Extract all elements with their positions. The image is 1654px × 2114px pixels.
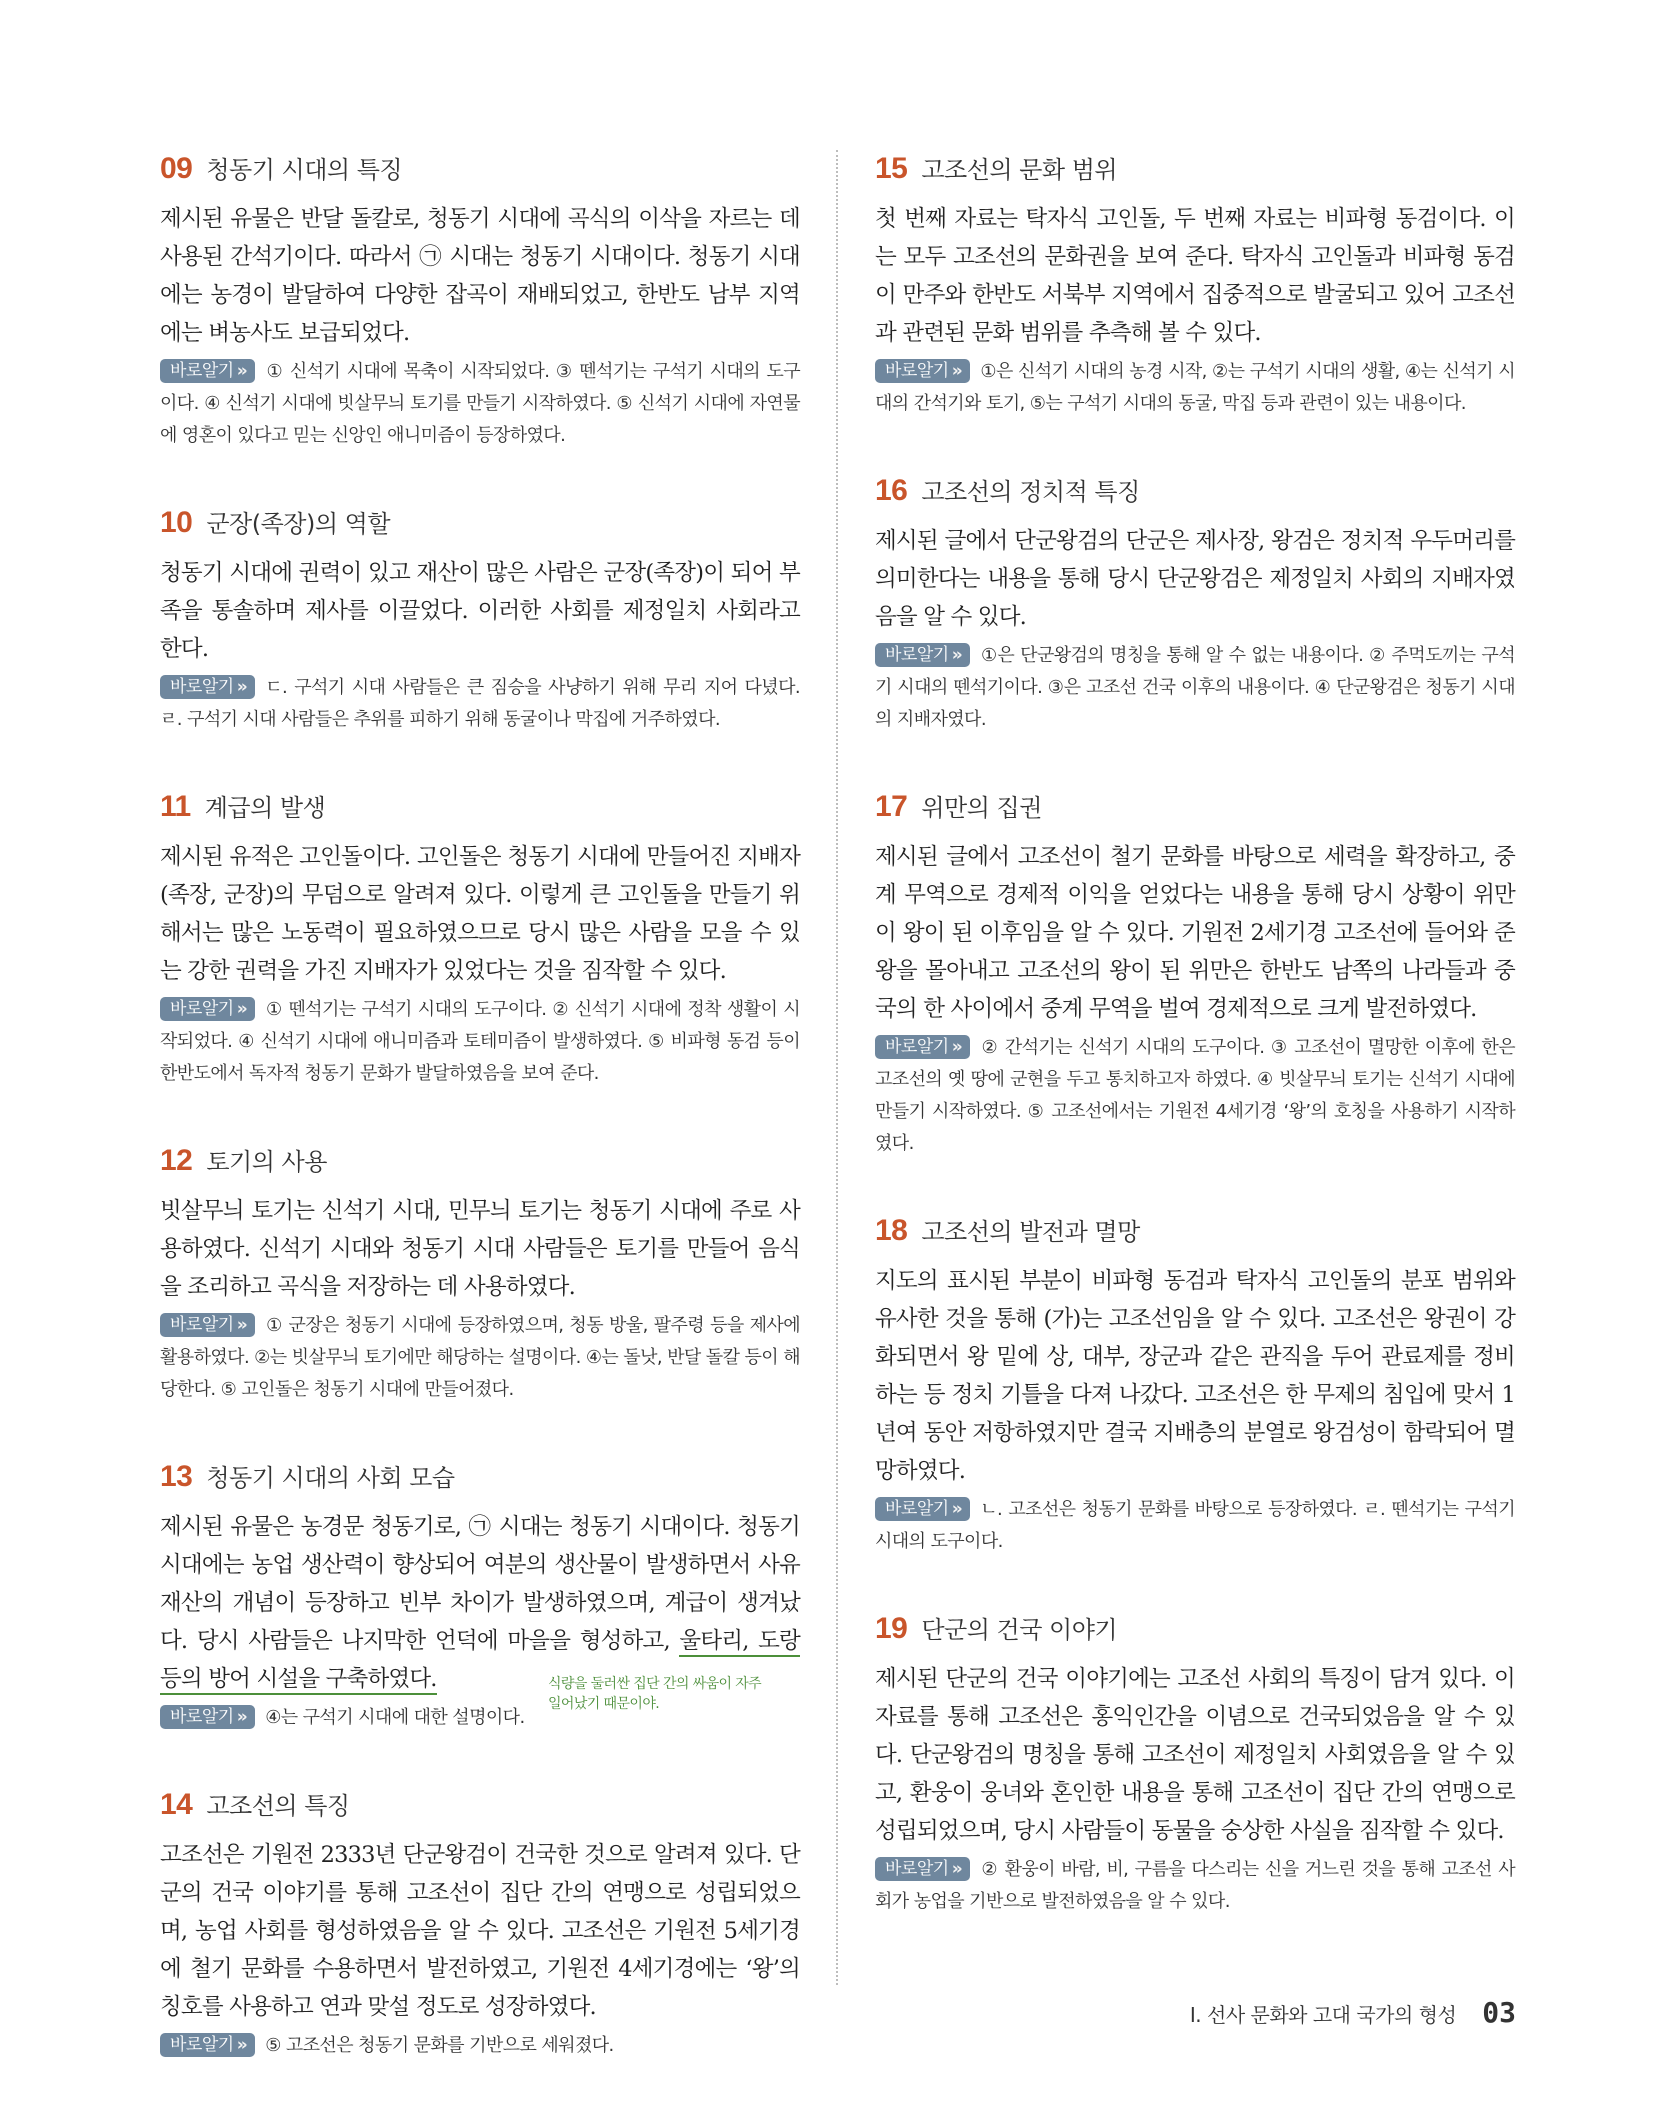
question-number: 15 (875, 152, 908, 185)
column-divider (836, 150, 838, 1985)
question-number: 13 (160, 1460, 193, 1493)
correction-text: ① 신석기 시대에 목축이 시작되었다. ③ 뗀석기는 구석기 시대의 도구이다. ④ 신석기 시대에 빗살무늬 토기를 만들기 시작하였다. ⑤ 신석기 시대에 자연물에 영혼이 있다고 믿는 신앙인 애니미즘이 등장하였다. (160, 361, 800, 446)
explanation-text: 제시된 글에서 고조선이 철기 문화를 바탕으로 세력을 확장하고, 중계 무역으로 경제적 이익을 얻었다는 내용을 통해 당시 상황이 위만이 왕이 된 이후임을 알 수 있다. 기원전 2세기경 고조선에 들어와 준왕을 몰아내고 고조선의 왕이 된 위만은 한반도 남쪽의 나라들과 중국의 한 사이에서 중계 무역을 벌여 경제적으로 크게 발전하였다. (875, 844, 1515, 1022)
question-number: 10 (160, 506, 193, 539)
explanation-text: 빗살무늬 토기는 신석기 시대, 민무늬 토기는 청동기 시대에 주로 사용하였다. 신석기 시대와 청동기 시대 사람들은 토기를 만들어 음식을 조리하고 곡식을 저장하는 데 사용하였다. (160, 1198, 800, 1300)
double-chevron-icon: » (236, 361, 248, 381)
barogi-badge: 바로알기 » (160, 1705, 255, 1729)
question-number: 19 (875, 1612, 908, 1645)
correction-note (875, 356, 1515, 420)
question-19 (875, 1610, 1515, 1918)
question-13 (160, 1458, 800, 1734)
correction-note (160, 672, 800, 736)
barogi-badge: 바로알기 » (875, 1497, 970, 1521)
barogi-badge: 바로알기 » (875, 359, 970, 383)
question-title: 토기의 사용 (206, 1148, 327, 1176)
barogi-badge: 바로알기 » (875, 643, 970, 667)
correction-note (160, 356, 800, 452)
double-chevron-icon: » (236, 1707, 248, 1727)
double-chevron-icon: » (951, 1499, 963, 1519)
correction-text: ① 뗀석기는 구석기 시대의 도구이다. ② 신석기 시대에 정착 생활이 시작되었다. ④ 신석기 시대에 애니미즘과 토테미즘이 발생하였다. ⑤ 비파형 동검 등이 한반도에서 독자적 청동기 문화가 발달하였음을 보여 준다. (160, 999, 800, 1084)
question-title: 고조선의 특징 (206, 1792, 350, 1820)
question-16 (875, 472, 1515, 736)
correction-text: ⑤ 고조선은 청동기 문화를 기반으로 세워졌다. (265, 2035, 614, 2056)
question-header (160, 788, 800, 824)
correction-text: ㄴ. 고조선은 청동기 문화를 바탕으로 등장하였다. ㄹ. 뗀석기는 구석기 시대의 도구이다. (875, 1499, 1515, 1552)
question-12 (160, 1142, 800, 1406)
correction-note (160, 994, 800, 1090)
double-chevron-icon: » (236, 999, 248, 1019)
explanation-text: 제시된 유물은 반달 돌칼로, 청동기 시대에 곡식의 이삭을 자르는 데 사용된 간석기이다. 따라서 ㉠ 시대는 청동기 시대이다. 청동기 시대에는 농경이 발달하여 다양한 잡곡이 재배되었고, 한반도 남부 지역에는 벼농사도 보급되었다. (160, 206, 800, 346)
explanation-text: 지도의 표시된 부분이 비파형 동검과 탁자식 고인돌의 분포 범위와 유사한 것을 통해 (가)는 고조선임을 알 수 있다. 고조선은 왕권이 강화되면서 왕 밑에 상, 대부, 장군과 같은 관직을 두어 관료제를 정비하는 등 정치 기틀을 다져 나갔다. 고조선은 한 무제의 침입에 맞서 1년여 동안 저항하였지만 결국 지배층의 분열로 왕검성이 함락되어 멸망하였다. (875, 1268, 1515, 1484)
underlined-phrase: 울타리, 도랑 등의 방어 시설을 구축하였다. (160, 1628, 800, 1695)
question-title: 고조선의 문화 범위 (921, 156, 1118, 184)
barogi-badge: 바로알기 » (160, 2033, 255, 2057)
question-number: 16 (875, 474, 908, 507)
barogi-badge: 바로알기 » (875, 1035, 970, 1059)
question-number: 11 (160, 790, 191, 823)
question-title: 계급의 발생 (204, 794, 326, 822)
correction-text: ①은 신석기 시대의 농경 시작, ②는 구석기 시대의 생활, ④는 신석기 시대의 간석기와 토기, ⑤는 구석기 시대의 동굴, 막집 등과 관련이 있는 내용이다. (875, 361, 1515, 414)
barogi-badge: 바로알기 » (160, 1313, 255, 1337)
explanation-text: 제시된 글에서 단군왕검의 단군은 제사장, 왕검은 정치적 우두머리를 의미한다는 내용을 통해 당시 단군왕검은 제정일치 사회의 지배자였음을 알 수 있다. (875, 528, 1515, 630)
question-header (160, 150, 800, 186)
question-header (160, 1786, 800, 1822)
double-chevron-icon: » (951, 645, 963, 665)
correction-text: ㄷ. 구석기 시대 사람들은 큰 짐승을 사냥하기 위해 무리 지어 다녔다. ㄹ. 구석기 시대 사람들은 추위를 피하기 위해 동굴이나 막집에 거주하였다. (160, 677, 800, 730)
correction-text: ① 군장은 청동기 시대에 등장하였으며, 청동 방울, 팔주령 등을 제사에 활용하였다. ②는 빗살무늬 토기에만 해당하는 설명이다. ④는 돌낫, 반달 돌칼 등이 해당한다. ⑤ 고인돌은 청동기 시대에 만들어졌다. (160, 1315, 800, 1400)
question-header (875, 150, 1515, 186)
page-number: 03 (1482, 1996, 1516, 2029)
double-chevron-icon: » (236, 1315, 248, 1335)
question-title: 고조선의 정치적 특징 (921, 478, 1140, 506)
right-column (875, 150, 1515, 1970)
correction-note (160, 2030, 800, 2062)
question-10 (160, 504, 800, 736)
question-number: 12 (160, 1144, 193, 1177)
question-14 (160, 1786, 800, 2062)
correction-note (875, 1494, 1515, 1558)
double-chevron-icon: » (236, 2035, 248, 2055)
question-title: 청동기 시대의 사회 모습 (206, 1464, 455, 1492)
question-title: 단군의 건국 이야기 (921, 1616, 1118, 1644)
correction-note (160, 1310, 800, 1406)
correction-text: ② 환웅이 바람, 비, 구름을 다스리는 신을 거느린 것을 통해 고조선 사회가 농업을 기반으로 발전하였음을 알 수 있다. (875, 1859, 1515, 1912)
double-chevron-icon: » (951, 1859, 963, 1879)
margin-annotation: 식량을 둘러싼 집단 간의 싸움이 자주 일어났기 때문이야. (548, 1676, 762, 1712)
question-title: 위만의 집권 (921, 794, 1042, 822)
page-footer (1190, 1996, 1516, 2029)
double-chevron-icon: » (951, 1037, 963, 1057)
double-chevron-icon: » (951, 361, 963, 381)
question-header (875, 1212, 1515, 1248)
explanation-text: 청동기 시대에 권력이 있고 재산이 많은 사람은 군장(족장)이 되어 부족을 통솔하며 제사를 이끌었다. 이러한 사회를 제정일치 사회라고 한다. (160, 560, 800, 662)
question-header (875, 472, 1515, 508)
question-header (875, 788, 1515, 824)
question-number: 18 (875, 1214, 908, 1247)
question-number: 09 (160, 152, 193, 185)
question-15 (875, 150, 1515, 420)
correction-note (875, 640, 1515, 736)
question-title: 군장(족장)의 역할 (206, 510, 391, 538)
question-09 (160, 150, 800, 452)
question-header (160, 1458, 800, 1494)
correction-note (875, 1854, 1515, 1918)
chapter-title: Ⅰ. 선사 문화와 고대 국가의 형성 (1189, 2003, 1457, 2027)
explanation-text: 첫 번째 자료는 탁자식 고인돌, 두 번째 자료는 비파형 동검이다. 이는 모두 고조선의 문화권을 보여 준다. 탁자식 고인돌과 비파형 동검이 만주와 한반도 서북부 지역에서 집중적으로 발굴되고 있어 고조선과 관련된 문화 범위를 추측해 볼 수 있다. (875, 206, 1515, 346)
barogi-badge: 바로알기 » (160, 997, 255, 1021)
correction-text: ①은 단군왕검의 명칭을 통해 알 수 없는 내용이다. ② 주먹도끼는 구석기 시대의 뗀석기이다. ③은 고조선 건국 이후의 내용이다. ④ 단군왕검은 청동기 시대의 지배자였다. (875, 645, 1515, 730)
question-number: 14 (160, 1788, 193, 1821)
question-18 (875, 1212, 1515, 1558)
question-11 (160, 788, 800, 1090)
explanation-text: 제시된 유물은 농경문 청동기로, ㉠ 시대는 청동기 시대이다. 청동기 시대에는 농업 생산력이 향상되어 여분의 생산물이 발생하면서 사유 재산의 개념이 등장하고 빈부 차이가 발생하였으며, 계급이 생겨났다. 당시 사람들은 나지막한 언덕에 마을을 형성하고, 울타리, 도랑 등의 방어 시설을 구축하였다. (160, 1508, 800, 1698)
correction-text: ④는 구석기 시대에 대한 설명이다. (265, 1707, 525, 1728)
question-17 (875, 788, 1515, 1160)
explanation-text: 제시된 단군의 건국 이야기에는 고조선 사회의 특징이 담겨 있다. 이 자료를 통해 고조선은 홍익인간을 이념으로 건국되었음을 알 수 있다. 단군왕검의 명칭을 통해 고조선이 제정일치 사회였음을 알 수 있고, 환웅이 웅녀와 혼인한 내용을 통해 고조선이 집단 간의 연맹으로 성립되었으며, 당시 사람들이 동물을 숭상한 사실을 짐작할 수 있다. (875, 1666, 1515, 1844)
question-header (875, 1610, 1515, 1646)
question-title: 고조선의 발전과 멸망 (921, 1218, 1140, 1246)
question-header (160, 504, 800, 540)
barogi-badge: 바로알기 » (160, 675, 255, 699)
explanation-text: 제시된 유적은 고인돌이다. 고인돌은 청동기 시대에 만들어진 지배자(족장, 군장)의 무덤으로 알려져 있다. 이렇게 큰 고인돌을 만들기 위해서는 많은 노동력이 필요하였으므로 당시 많은 사람을 모을 수 있는 강한 권력을 가진 지배자가 있었다는 것을 짐작할 수 있다. (160, 844, 800, 984)
correction-note (875, 1032, 1515, 1160)
note-wrapper (160, 1676, 800, 1734)
left-column (160, 150, 800, 2114)
barogi-badge: 바로알기 » (875, 1857, 970, 1881)
question-title: 청동기 시대의 특징 (206, 156, 403, 184)
explanation-text: 고조선은 기원전 2333년 단군왕검이 건국한 것으로 알려져 있다. 단군의 건국 이야기를 통해 고조선이 집단 간의 연맹으로 성립되었으며, 농업 사회를 형성하였음을 알 수 있다. 고조선은 기원전 5세기경에 철기 문화를 수용하면서 발전하였고, 기원전 4세기경에는 ‘왕’의 칭호를 사용하고 연과 맞설 정도로 성장하였다. (160, 1842, 800, 2020)
barogi-badge: 바로알기 » (160, 359, 255, 383)
correction-text: ② 간석기는 신석기 시대의 도구이다. ③ 고조선이 멸망한 이후에 한은 고조선의 옛 땅에 군현을 두고 통치하고자 하였다. ④ 빗살무늬 토기는 신석기 시대에 만들기 시작하였다. ⑤ 고조선에서는 기원전 4세기경 ‘왕’의 호칭을 사용하기 시작하였다. (875, 1037, 1515, 1154)
question-number: 17 (875, 790, 908, 823)
question-header (160, 1142, 800, 1178)
double-chevron-icon: » (236, 677, 248, 697)
